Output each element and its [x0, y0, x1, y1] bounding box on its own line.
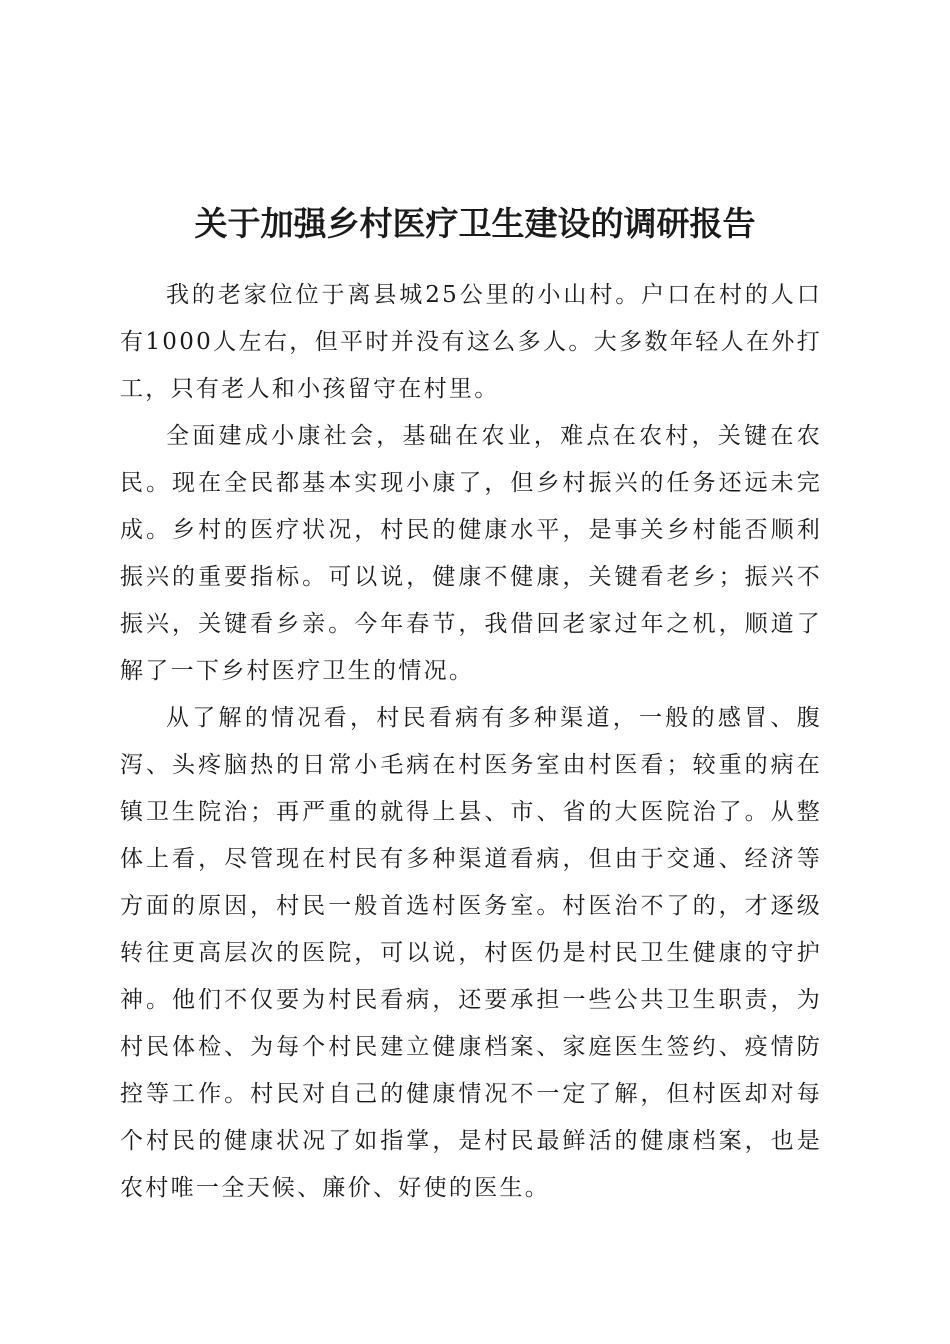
document-body: [120, 272, 822, 1212]
paragraph-1: 我的老家位位于离县城25公里的小山村。户口在村的人口有1000人左右，但平时并没有这么多人。大多数年轻人在外打工，只有老人和小孩留守在村里。: [120, 282, 822, 402]
document-title: 关于加强乡村医疗卫生建设的调研报告: [194, 204, 756, 244]
paragraph-3: 从了解的情况看，村民看病有多种渠道，一般的感冒、腹泻、头疼脑热的日常小毛病在村医务室由村医看；较重的病在镇卫生院治；再严重的就得上县、市、省的大医院治了。从整体上看，尽管现在村民有多种渠道看病，但由于交通、经济等方面的原因，村民一般首选村医务室。村医治不了的，才逐级转往更高层次的医院，可以说，村医仍是村民卫生健康的守护神。他们不仅要为村民看病，还要承担一些公共卫生职责，为村民体检、为每个村民建立健康档案、家庭医生签约、疫情防控等工作。村民对自己的健康情况不一定了解，但村医却对每个村民的健康状况了如指掌，是村民最鲜活的健康档案，也是农村唯一全天候、廉价、好使的医生。: [120, 705, 822, 1201]
paragraph-2: 全面建成小康社会，基础在农业，难点在农村，关键在农民。现在全民都基本实现小康了，但乡村振兴的任务还远未完成。乡村的医疗状况，村民的健康水平，是事关乡村能否顺利振兴的重要指标。可以说，健康不健康，关键看老乡；振兴不振兴，关键看乡亲。今年春节，我借回老家过年之机，顺道了解了一下乡村医疗卫生的情况。: [120, 423, 822, 684]
